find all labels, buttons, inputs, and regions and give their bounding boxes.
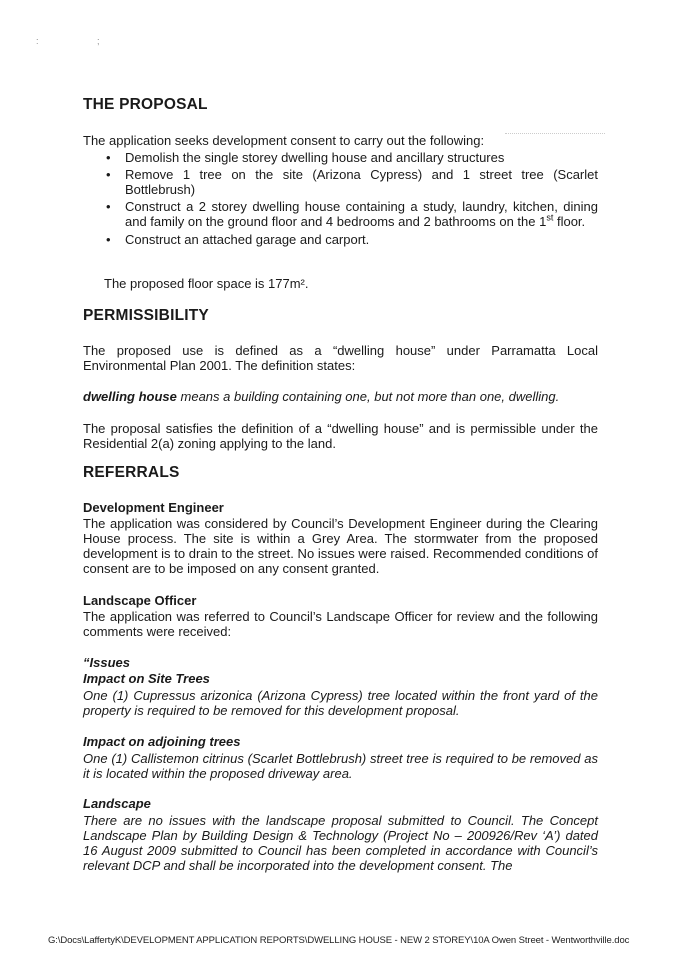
bullet-item: • Construct an attached garage and carport. xyxy=(106,232,370,247)
landscape-text: There are no issues with the landscape proposal submitted to Council. The Concept Landscape Plan by Building Design & Technology (Project No – 200926/Rev ‘A’) dated 16 August 2009 submitted to Council has been completed in accordance with Council’s relevant DCP and shall be incorporated into the development consent. The xyxy=(83,813,598,873)
bullet-item: • Construct a 2 storey dwelling house containing a study, laundry, kitchen, dining and family on the ground floor and 4 bedrooms and 2 bathrooms on the 1st floor. xyxy=(106,199,598,229)
bullet-icon: • xyxy=(106,232,111,247)
permissibility-heading: PERMISSIBILITY xyxy=(83,307,209,324)
definition-term: dwelling house xyxy=(83,389,177,404)
floor-space: The proposed floor space is 177m². xyxy=(104,276,309,291)
site-trees-title: Impact on Site Trees xyxy=(83,671,210,686)
landscape-officer-title: Landscape Officer xyxy=(83,593,197,608)
scan-marks: : ; xyxy=(36,36,128,46)
engineer-text: The application was considered by Council’s Development Engineer during the Clearing House process. The site is within a Grey Area. The stormwater from the proposed development is to drain to the street. No issues were raised. Recommended conditions of consent are to be imposed on any consent granted. xyxy=(83,516,598,576)
referrals-heading: REFERRALS xyxy=(83,464,180,481)
adjoining-trees-title: Impact on adjoining trees xyxy=(83,734,241,749)
proposal-heading: THE PROPOSAL xyxy=(83,96,208,113)
permissibility-conclusion: The proposal satisfies the definition of a “dwelling house” and is permissible under the Residential 2(a) zoning applying to the land. xyxy=(83,421,598,451)
bullet-icon: • xyxy=(106,150,111,165)
proposal-bullet-list xyxy=(83,150,598,247)
footer-file-path: G:\Docs\LaffertyK\DEVELOPMENT APPLICATION REPORTS\DWELLING HOUSE - NEW 2 STOREY\10A Owen Street - Wentworthville.doc xyxy=(48,935,630,946)
engineer-title: Development Engineer xyxy=(83,500,224,515)
bullet-item: • Demolish the single storey dwelling house and ancillary structures xyxy=(106,150,505,165)
bullet-icon: • xyxy=(106,199,111,214)
permissibility-para: The proposed use is defined as a “dwelling house” under Parramatta Local Environmental Plan 2001. The definition states: xyxy=(83,343,598,373)
site-trees-text: One (1) Cupressus arizonica (Arizona Cypress) tree located within the front yard of the property is required to be removed for this development proposal. xyxy=(83,688,598,718)
bullet-icon: • xyxy=(106,167,111,182)
landscape-title: Landscape xyxy=(83,796,151,811)
issues-heading: “Issues xyxy=(83,655,130,670)
definition: dwelling house means a building containing one, but not more than one, dwelling. xyxy=(83,389,560,404)
adjoining-trees-text: One (1) Callistemon citrinus (Scarlet Bottlebrush) street tree is required to be removed as it is located within the proposed driveway area. xyxy=(83,751,598,781)
landscape-officer-text: The application was referred to Council’s Landscape Officer for review and the following comments were received: xyxy=(83,609,598,639)
proposal-intro: The application seeks development consent to carry out the following: xyxy=(83,133,485,148)
bullet-item: • Remove 1 tree on the site (Arizona Cypress) and 1 street tree (Scarlet Bottlebrush) xyxy=(106,167,598,197)
